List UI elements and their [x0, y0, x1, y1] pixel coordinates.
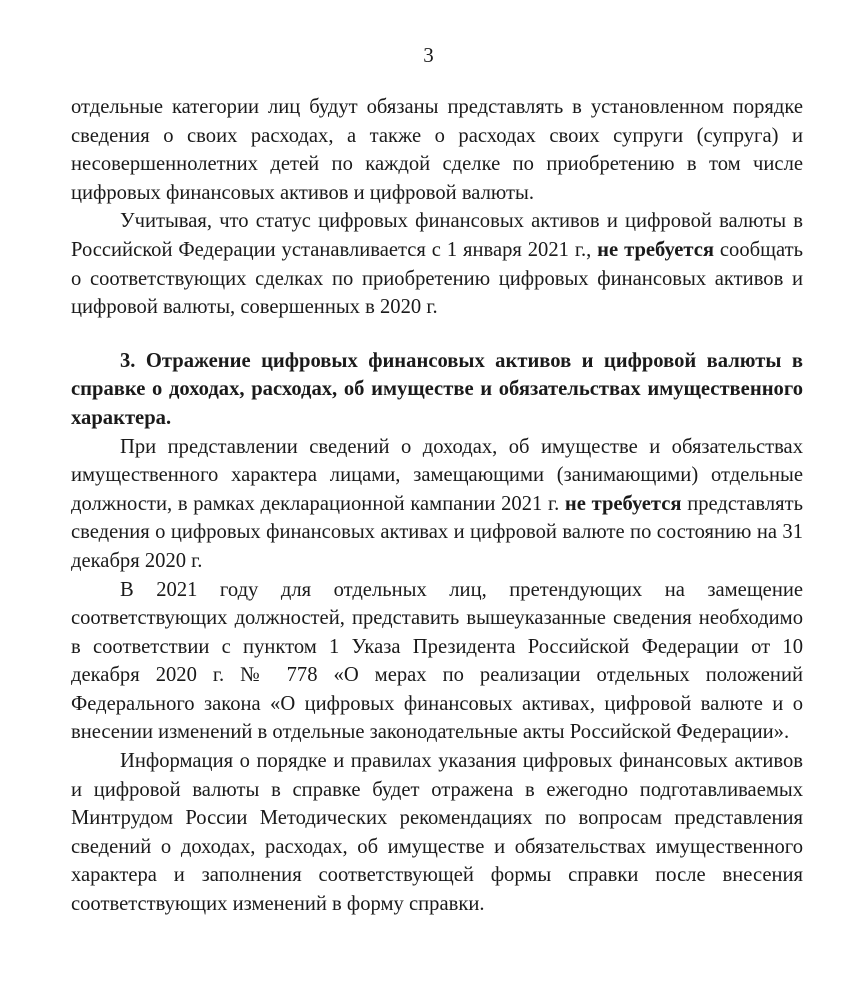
paragraph-text: При представлении сведений о доходах, об имуществе и обязательствах имущественного характера лицами, замещающими (занимающими) отдельные должности, в рамках декларационной кампании 2021 г.	[71, 435, 803, 515]
paragraph-decree: В 2021 году для отдельных лиц, претендующих на замещение соответствующих должностей, представить вышеуказанные сведения необходимо в соответствии с пунктом 1 Указа Президента Российской Федерации от 10 декабря 2020 г. № 778 «О мерах по реализации отдельных положений Федерального закона «О цифровых финансовых активах, цифровой валюте и о внесении изменений в отдельные законодательные акты Российской Федерации».	[71, 578, 803, 744]
page-number: 3	[423, 43, 434, 67]
paragraph-status-date	[71, 207, 803, 321]
paragraph-text: сообщать о соответствующих сделках по приобретению цифровых финансовых активов и цифровой валюты, совершенных в 2020 г.	[71, 238, 803, 319]
emphasis-not-required: не требуется	[564, 492, 682, 515]
section-heading: 3. Отражение цифровых финансовых активов и цифровой валюты в справке о доходах, расходах, об имуществе и обязательствах имущественного характера.	[71, 349, 803, 429]
paragraph-methodical-recommendations: Информация о порядке и правилах указания цифровых финансовых активов и цифровой валюты в справке будет отражена в ежегодно подготавливаемых Минтрудом России Методических рекомендациях по вопросам представления сведений о доходах, расходах, об имуществе и обязательствах имущественного характера и заполнения соответствующей формы справки после внесения соответствующих изменений в форму справки.	[71, 750, 803, 916]
document-body	[71, 93, 803, 919]
emphasis-not-required: не требуется	[597, 238, 715, 261]
paragraph-continuation: отдельные категории лиц будут обязаны представлять в установленном порядке сведения о своих расходах, а также о расходах своих супруги (супруга) и несовершеннолетних детей по каждой сделке по приобретению в том числе цифровых финансовых активов и цифровой валюты.	[71, 96, 803, 204]
paragraph-text: представлять сведения о цифровых финансовых активах и цифровой валюте по состоянию на 31 декабря 2020 г.	[71, 492, 803, 572]
paragraph-declaration-campaign	[71, 433, 803, 576]
paragraph-text: Учитывая, что статус цифровых финансовых активов и цифровой валюты в Российской Федерации устанавливается с 1 января 2021 г.,	[71, 210, 803, 261]
